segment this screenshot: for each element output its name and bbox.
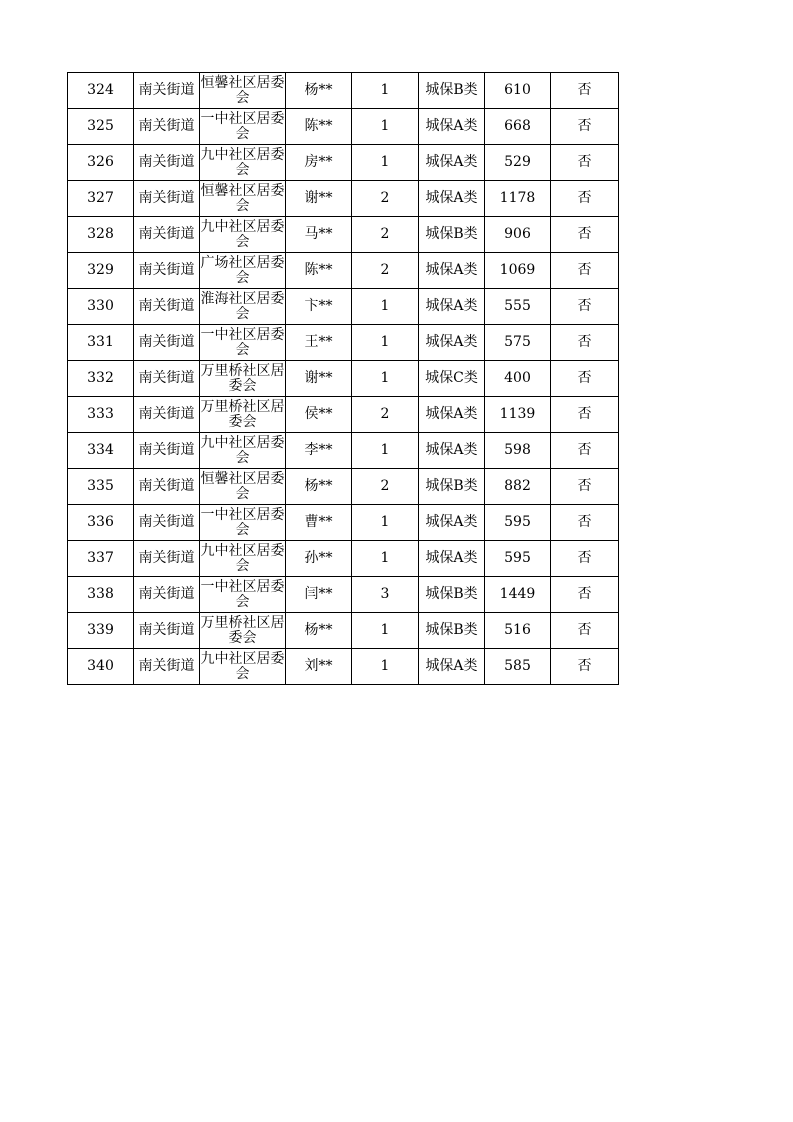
- category-cell: 城保A类: [419, 181, 485, 217]
- record-number-cell: 325: [68, 109, 134, 145]
- resident-name-cell: 刘**: [286, 649, 352, 685]
- community-cell: 恒馨社区居委会: [200, 181, 286, 217]
- resident-name-cell: 陈**: [286, 253, 352, 289]
- flag-cell: 否: [551, 181, 619, 217]
- category-cell: 城保B类: [419, 73, 485, 109]
- record-number-cell: 328: [68, 217, 134, 253]
- flag-cell: 否: [551, 325, 619, 361]
- record-number-cell: 326: [68, 145, 134, 181]
- community-cell: 恒馨社区居委会: [200, 469, 286, 505]
- street-cell: 南关街道: [134, 145, 200, 181]
- table-row: [68, 181, 619, 217]
- community-cell: 淮海社区居委会: [200, 289, 286, 325]
- amount-cell: 610: [485, 73, 551, 109]
- household-count-cell: 1: [352, 433, 419, 469]
- category-cell: 城保A类: [419, 505, 485, 541]
- resident-name-cell: 谢**: [286, 361, 352, 397]
- resident-name-cell: 杨**: [286, 469, 352, 505]
- table-row: [68, 145, 619, 181]
- flag-cell: 否: [551, 505, 619, 541]
- category-cell: 城保B类: [419, 577, 485, 613]
- table-row: [68, 325, 619, 361]
- table-row: [68, 541, 619, 577]
- record-number-cell: 337: [68, 541, 134, 577]
- street-cell: 南关街道: [134, 649, 200, 685]
- category-cell: 城保B类: [419, 469, 485, 505]
- street-cell: 南关街道: [134, 577, 200, 613]
- flag-cell: 否: [551, 577, 619, 613]
- household-count-cell: 1: [352, 361, 419, 397]
- table-row: [68, 253, 619, 289]
- table-row: [68, 469, 619, 505]
- community-cell: 一中社区居委会: [200, 325, 286, 361]
- community-cell: 九中社区居委会: [200, 217, 286, 253]
- amount-cell: 516: [485, 613, 551, 649]
- flag-cell: 否: [551, 613, 619, 649]
- records-table: [67, 72, 619, 685]
- table-row: [68, 217, 619, 253]
- street-cell: 南关街道: [134, 73, 200, 109]
- household-count-cell: 2: [352, 253, 419, 289]
- amount-cell: 1178: [485, 181, 551, 217]
- household-count-cell: 3: [352, 577, 419, 613]
- household-count-cell: 1: [352, 541, 419, 577]
- community-cell: 九中社区居委会: [200, 541, 286, 577]
- record-number-cell: 339: [68, 613, 134, 649]
- street-cell: 南关街道: [134, 541, 200, 577]
- record-number-cell: 331: [68, 325, 134, 361]
- household-count-cell: 1: [352, 649, 419, 685]
- community-cell: 万里桥社区居委会: [200, 397, 286, 433]
- record-number-cell: 338: [68, 577, 134, 613]
- table-row: [68, 613, 619, 649]
- resident-name-cell: 杨**: [286, 613, 352, 649]
- record-number-cell: 340: [68, 649, 134, 685]
- street-cell: 南关街道: [134, 109, 200, 145]
- record-number-cell: 327: [68, 181, 134, 217]
- household-count-cell: 2: [352, 469, 419, 505]
- table-row: [68, 109, 619, 145]
- household-count-cell: 1: [352, 325, 419, 361]
- flag-cell: 否: [551, 541, 619, 577]
- table-row: [68, 289, 619, 325]
- community-cell: 广场社区居委会: [200, 253, 286, 289]
- amount-cell: 598: [485, 433, 551, 469]
- amount-cell: 1449: [485, 577, 551, 613]
- resident-name-cell: 卞**: [286, 289, 352, 325]
- community-cell: 九中社区居委会: [200, 145, 286, 181]
- category-cell: 城保A类: [419, 541, 485, 577]
- household-count-cell: 2: [352, 181, 419, 217]
- resident-name-cell: 陈**: [286, 109, 352, 145]
- resident-name-cell: 谢**: [286, 181, 352, 217]
- record-number-cell: 330: [68, 289, 134, 325]
- category-cell: 城保A类: [419, 649, 485, 685]
- resident-name-cell: 房**: [286, 145, 352, 181]
- resident-name-cell: 侯**: [286, 397, 352, 433]
- flag-cell: 否: [551, 73, 619, 109]
- community-cell: 恒馨社区居委会: [200, 73, 286, 109]
- table-row: [68, 505, 619, 541]
- category-cell: 城保A类: [419, 109, 485, 145]
- flag-cell: 否: [551, 217, 619, 253]
- street-cell: 南关街道: [134, 361, 200, 397]
- street-cell: 南关街道: [134, 469, 200, 505]
- household-count-cell: 1: [352, 73, 419, 109]
- resident-name-cell: 王**: [286, 325, 352, 361]
- flag-cell: 否: [551, 649, 619, 685]
- street-cell: 南关街道: [134, 505, 200, 541]
- table-row: [68, 433, 619, 469]
- table-row: [68, 73, 619, 109]
- record-number-cell: 332: [68, 361, 134, 397]
- resident-name-cell: 曹**: [286, 505, 352, 541]
- amount-cell: 1069: [485, 253, 551, 289]
- flag-cell: 否: [551, 289, 619, 325]
- street-cell: 南关街道: [134, 181, 200, 217]
- category-cell: 城保A类: [419, 145, 485, 181]
- street-cell: 南关街道: [134, 325, 200, 361]
- amount-cell: 595: [485, 505, 551, 541]
- amount-cell: 575: [485, 325, 551, 361]
- amount-cell: 529: [485, 145, 551, 181]
- street-cell: 南关街道: [134, 433, 200, 469]
- community-cell: 九中社区居委会: [200, 649, 286, 685]
- community-cell: 一中社区居委会: [200, 577, 286, 613]
- street-cell: 南关街道: [134, 217, 200, 253]
- amount-cell: 882: [485, 469, 551, 505]
- table-row: [68, 361, 619, 397]
- resident-name-cell: 李**: [286, 433, 352, 469]
- community-cell: 一中社区居委会: [200, 505, 286, 541]
- category-cell: 城保B类: [419, 613, 485, 649]
- amount-cell: 400: [485, 361, 551, 397]
- record-number-cell: 336: [68, 505, 134, 541]
- record-number-cell: 324: [68, 73, 134, 109]
- street-cell: 南关街道: [134, 613, 200, 649]
- household-count-cell: 1: [352, 289, 419, 325]
- household-count-cell: 1: [352, 613, 419, 649]
- category-cell: 城保A类: [419, 289, 485, 325]
- community-cell: 万里桥社区居委会: [200, 361, 286, 397]
- category-cell: 城保A类: [419, 325, 485, 361]
- category-cell: 城保A类: [419, 433, 485, 469]
- flag-cell: 否: [551, 397, 619, 433]
- flag-cell: 否: [551, 145, 619, 181]
- community-cell: 万里桥社区居委会: [200, 613, 286, 649]
- amount-cell: 1139: [485, 397, 551, 433]
- category-cell: 城保B类: [419, 217, 485, 253]
- household-count-cell: 2: [352, 217, 419, 253]
- amount-cell: 585: [485, 649, 551, 685]
- table-row: [68, 649, 619, 685]
- flag-cell: 否: [551, 433, 619, 469]
- amount-cell: 668: [485, 109, 551, 145]
- amount-cell: 595: [485, 541, 551, 577]
- flag-cell: 否: [551, 109, 619, 145]
- amount-cell: 906: [485, 217, 551, 253]
- resident-name-cell: 闫**: [286, 577, 352, 613]
- resident-name-cell: 马**: [286, 217, 352, 253]
- street-cell: 南关街道: [134, 253, 200, 289]
- amount-cell: 555: [485, 289, 551, 325]
- table-row: [68, 577, 619, 613]
- community-cell: 一中社区居委会: [200, 109, 286, 145]
- table-row: [68, 397, 619, 433]
- community-cell: 九中社区居委会: [200, 433, 286, 469]
- category-cell: 城保C类: [419, 361, 485, 397]
- street-cell: 南关街道: [134, 289, 200, 325]
- category-cell: 城保A类: [419, 397, 485, 433]
- flag-cell: 否: [551, 361, 619, 397]
- household-count-cell: 1: [352, 109, 419, 145]
- flag-cell: 否: [551, 469, 619, 505]
- record-number-cell: 335: [68, 469, 134, 505]
- flag-cell: 否: [551, 253, 619, 289]
- record-number-cell: 329: [68, 253, 134, 289]
- resident-name-cell: 杨**: [286, 73, 352, 109]
- household-count-cell: 2: [352, 397, 419, 433]
- record-number-cell: 334: [68, 433, 134, 469]
- resident-name-cell: 孙**: [286, 541, 352, 577]
- table-body: [68, 73, 619, 685]
- category-cell: 城保A类: [419, 253, 485, 289]
- household-count-cell: 1: [352, 505, 419, 541]
- household-count-cell: 1: [352, 145, 419, 181]
- record-number-cell: 333: [68, 397, 134, 433]
- street-cell: 南关街道: [134, 397, 200, 433]
